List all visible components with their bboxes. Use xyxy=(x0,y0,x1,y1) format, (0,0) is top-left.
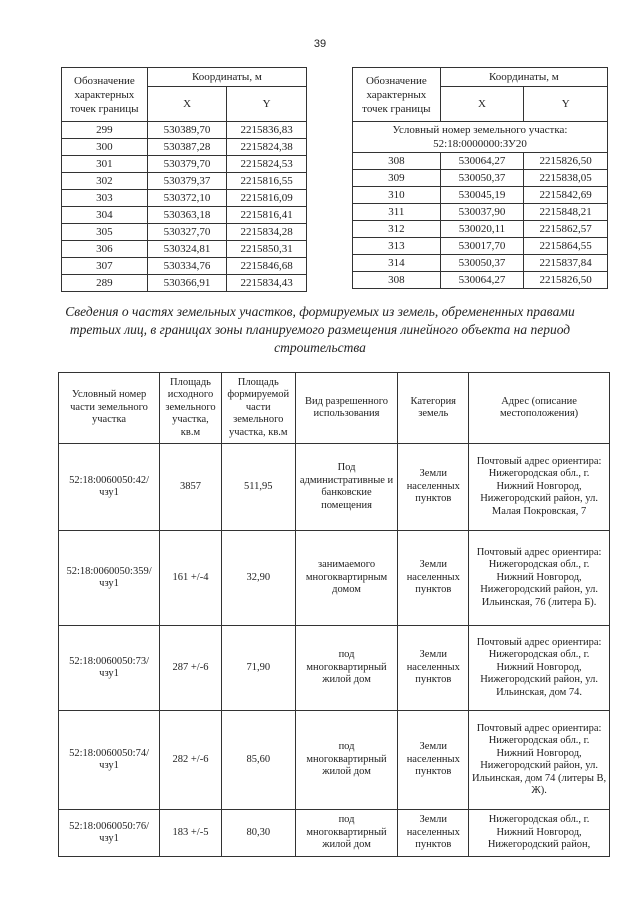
header-y: Y xyxy=(227,87,307,122)
page-number: 39 xyxy=(313,38,327,50)
y-cell: 2215816,41 xyxy=(227,207,307,224)
address-cell: Почтовый адрес ориентира: Нижегородская обл., г. Нижний Новгород, Нижегородский район, ул. Ильинская, 76 (литера Б). xyxy=(469,531,610,626)
point-cell: 302 xyxy=(62,173,148,190)
y-cell: 2215834,28 xyxy=(227,224,307,241)
table-row xyxy=(59,444,610,531)
part-number-cell: 52:18:0060050:42/ чзу1 xyxy=(59,444,160,531)
usage-cell: Под административные и банковские помещения xyxy=(295,444,398,531)
header-point: Обозначение характерных точек границы xyxy=(62,68,148,122)
point-cell: 308 xyxy=(353,272,441,289)
x-cell: 530387,28 xyxy=(147,139,226,156)
y-cell: 2215848,21 xyxy=(524,204,608,221)
point-cell: 308 xyxy=(353,153,441,170)
table-row xyxy=(59,810,610,857)
y-cell: 2215834,43 xyxy=(227,275,307,292)
x-cell: 530389,70 xyxy=(147,122,226,139)
table-row xyxy=(59,626,610,711)
y-cell: 2215824,38 xyxy=(227,139,307,156)
y-cell: 2215864,55 xyxy=(524,238,608,255)
header-x: X xyxy=(440,87,524,122)
table-row xyxy=(353,255,608,272)
x-cell: 530366,91 xyxy=(147,275,226,292)
y-cell: 2215850,31 xyxy=(227,241,307,258)
table-row xyxy=(62,258,307,275)
point-cell: 301 xyxy=(62,156,148,173)
table-row xyxy=(353,170,608,187)
point-cell: 311 xyxy=(353,204,441,221)
x-cell: 530379,37 xyxy=(147,173,226,190)
point-cell: 303 xyxy=(62,190,148,207)
y-cell: 2215836,83 xyxy=(227,122,307,139)
header-coords: Координаты, м xyxy=(440,68,607,87)
part-area-cell: 80,30 xyxy=(221,810,295,857)
usage-cell: под многоквартирный жилой дом xyxy=(295,810,398,857)
part-area-cell: 511,95 xyxy=(221,444,295,531)
table-row xyxy=(59,531,610,626)
usage-cell: под многоквартирный жилой дом xyxy=(295,711,398,810)
source-area-cell: 3857 xyxy=(160,444,222,531)
category-cell: Земли населенных пунктов xyxy=(398,711,469,810)
x-cell: 530324,81 xyxy=(147,241,226,258)
x-cell: 530050,37 xyxy=(440,170,524,187)
x-cell: 530379,70 xyxy=(147,156,226,173)
x-cell: 530037,90 xyxy=(440,204,524,221)
point-cell: 299 xyxy=(62,122,148,139)
usage-cell: занимаемого многоквартирным домом xyxy=(295,531,398,626)
point-cell: 305 xyxy=(62,224,148,241)
header-point: Обозначение характерных точек границы xyxy=(353,68,441,122)
y-cell: 2215816,55 xyxy=(227,173,307,190)
land-parts-table xyxy=(58,372,610,857)
source-area-cell: 183 +/-5 xyxy=(160,810,222,857)
part-number-cell: 52:18:0060050:76/ чзу1 xyxy=(59,810,160,857)
source-area-cell: 161 +/-4 xyxy=(160,531,222,626)
table-row xyxy=(353,153,608,170)
x-cell: 530363,18 xyxy=(147,207,226,224)
table-row xyxy=(62,224,307,241)
part-area-cell: 71,90 xyxy=(221,626,295,711)
part-area-cell: 85,60 xyxy=(221,711,295,810)
category-cell: Земли населенных пунктов xyxy=(398,626,469,711)
x-cell: 530020,11 xyxy=(440,221,524,238)
x-cell: 530045,19 xyxy=(440,187,524,204)
point-cell: 309 xyxy=(353,170,441,187)
y-cell: 2215826,50 xyxy=(524,153,608,170)
table-row xyxy=(62,275,307,292)
table-row xyxy=(62,190,307,207)
source-area-cell: 287 +/-6 xyxy=(160,626,222,711)
header-coords: Координаты, м xyxy=(147,68,306,87)
table-row xyxy=(62,207,307,224)
category-header: Категория земель xyxy=(398,373,469,444)
point-cell: 313 xyxy=(353,238,441,255)
coordinates-left-body xyxy=(62,122,307,292)
table-row xyxy=(62,173,307,190)
y-cell: 2215824,53 xyxy=(227,156,307,173)
table-row xyxy=(353,238,608,255)
point-cell: 314 xyxy=(353,255,441,272)
x-cell: 530050,37 xyxy=(440,255,524,272)
address-cell: Нижегородская обл., г. Нижний Новгород, Нижегородский район, xyxy=(469,810,610,857)
y-cell: 2215837,84 xyxy=(524,255,608,272)
address-cell: Почтовый адрес ориентира: Нижегородская обл., г. Нижний Новгород, Нижегородский район, ул. Малая Покровская, 7 xyxy=(469,444,610,531)
point-cell: 306 xyxy=(62,241,148,258)
table-row xyxy=(353,221,608,238)
x-cell: 530334,76 xyxy=(147,258,226,275)
category-cell: Земли населенных пунктов xyxy=(398,810,469,857)
part-area-cell: 32,90 xyxy=(221,531,295,626)
address-header: Адрес (описание местоположения) xyxy=(469,373,610,444)
table-row xyxy=(59,711,610,810)
part-area-header: Площадь формируемой части земельного участка, кв.м xyxy=(221,373,295,444)
point-cell: 304 xyxy=(62,207,148,224)
point-cell: 300 xyxy=(62,139,148,156)
source-area-cell: 282 +/-6 xyxy=(160,711,222,810)
y-cell: 2215862,57 xyxy=(524,221,608,238)
parts-header-row xyxy=(59,373,610,444)
x-cell: 530017,70 xyxy=(440,238,524,255)
y-cell: 2215826,50 xyxy=(524,272,608,289)
part-number-cell: 52:18:0060050:359/ чзу1 xyxy=(59,531,160,626)
table-row xyxy=(353,272,608,289)
header-y: Y xyxy=(524,87,608,122)
address-cell: Почтовый адрес ориентира: Нижегородская обл., г. Нижний Новгород, Нижегородский район, ул. Ильинская, дом 74 (литеры В, Ж). xyxy=(469,711,610,810)
point-cell: 289 xyxy=(62,275,148,292)
x-cell: 530064,27 xyxy=(440,153,524,170)
usage-cell: под многоквартирный жилой дом xyxy=(295,626,398,711)
category-cell: Земли населенных пунктов xyxy=(398,531,469,626)
parts-body xyxy=(59,444,610,857)
coordinates-table-right xyxy=(352,67,608,289)
table-row xyxy=(62,156,307,173)
table-row xyxy=(62,241,307,258)
part-number-cell: 52:18:0060050:73/ чзу1 xyxy=(59,626,160,711)
table-row xyxy=(353,187,608,204)
part-number-header: Условный номер части земельного участка xyxy=(59,373,160,444)
point-cell: 312 xyxy=(353,221,441,238)
point-cell: 310 xyxy=(353,187,441,204)
x-cell: 530327,70 xyxy=(147,224,226,241)
table-row xyxy=(62,122,307,139)
coordinates-right-body xyxy=(353,153,608,289)
coordinates-table-left xyxy=(61,67,307,292)
source-area-header: Площадь исходного земельного участка, кв.м xyxy=(160,373,222,444)
usage-header: Вид разрешенного использования xyxy=(295,373,398,444)
header-x: X xyxy=(147,87,226,122)
section-caption: Сведения о частях земельных участков, формируемых из земель, обремененных правами третьих лиц, в границах зоны планируемого размещения линейного объекта на период строительства xyxy=(65,304,575,355)
x-cell: 530064,27 xyxy=(440,272,524,289)
category-cell: Земли населенных пунктов xyxy=(398,444,469,531)
x-cell: 530372,10 xyxy=(147,190,226,207)
parcel-subheader: Условный номер земельного участка: 52:18:0000000:ЗУ20 xyxy=(353,122,608,153)
y-cell: 2215842,69 xyxy=(524,187,608,204)
point-cell: 307 xyxy=(62,258,148,275)
address-cell: Почтовый адрес ориентира: Нижегородская обл., г. Нижний Новгород, Нижегородский район, ул. Ильинская, дом 74. xyxy=(469,626,610,711)
y-cell: 2215838,05 xyxy=(524,170,608,187)
table-row xyxy=(353,204,608,221)
y-cell: 2215846,68 xyxy=(227,258,307,275)
y-cell: 2215816,09 xyxy=(227,190,307,207)
part-number-cell: 52:18:0060050:74/ чзу1 xyxy=(59,711,160,810)
table-row xyxy=(62,139,307,156)
